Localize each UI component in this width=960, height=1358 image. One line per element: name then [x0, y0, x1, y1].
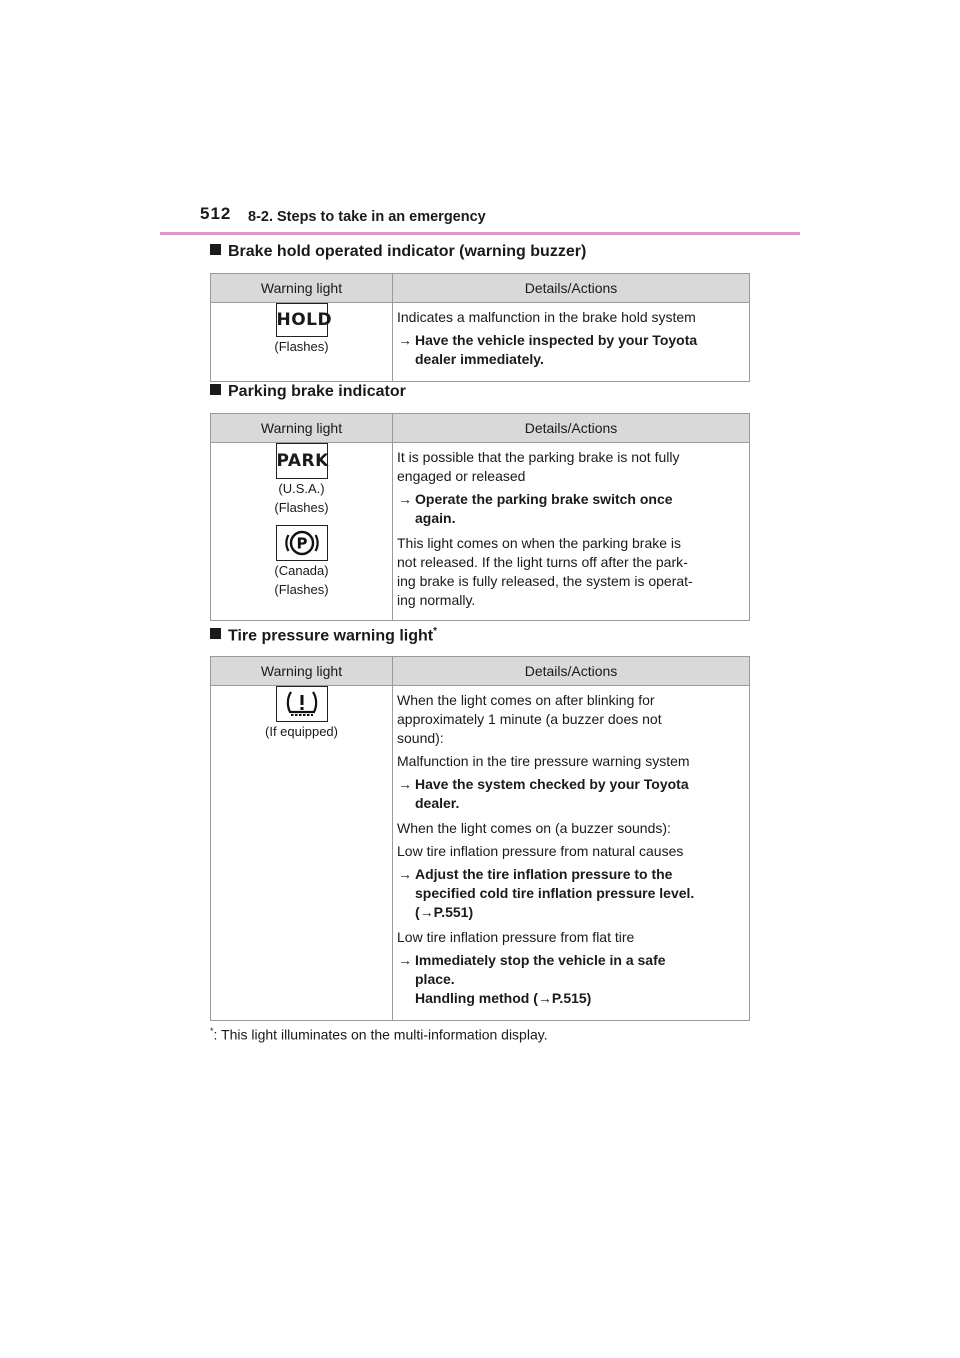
arrow-icon: → — [398, 332, 412, 348]
detail-text: It is possible that the parking brake is not fully engaged or released — [397, 449, 680, 484]
arrow-icon: → — [537, 990, 552, 1006]
tire-pressure-warning-icon — [276, 686, 328, 722]
icon-caption: (Flashes) — [274, 339, 329, 354]
details-actions-header: Details/Actions — [393, 657, 750, 686]
table-row — [211, 443, 750, 621]
page-number: 512 — [200, 204, 232, 223]
header-rule — [160, 232, 800, 235]
icon-caption: (Canada) (Flashes) — [274, 563, 329, 597]
warning-light-header: Warning light — [211, 274, 393, 303]
detail-text: When the light comes on after blinking for approximately 1 minute (a buzzer does not sound): — [397, 692, 662, 746]
warning-light-header: Warning light — [211, 657, 393, 686]
table-header-row — [211, 414, 750, 443]
details-cell — [393, 686, 750, 1021]
action-item: → Adjust the tire inflation pressure to the specified cold tire inflation pressure level. (→P.551) — [398, 866, 695, 920]
parking-brake-table — [210, 413, 750, 621]
detail-text: This light comes on when the parking brake is not released. If the light turns off after the park- ing brake is fully released, the system is operat- ing normally. — [397, 535, 693, 608]
icon-caption: (U.S.A.) (Flashes) — [274, 481, 329, 515]
section-title: 8-2. Steps to take in an emergency — [248, 209, 486, 225]
details-actions-header: Details/Actions — [393, 414, 750, 443]
table-row — [211, 303, 750, 382]
arrow-icon: → — [398, 776, 412, 792]
details-cell — [393, 303, 750, 382]
detail-text: Indicates a malfunction in the brake hold system — [397, 309, 696, 325]
square-bullet-icon — [210, 628, 221, 639]
tire-pressure-table — [210, 656, 750, 1021]
footnote: *: This light illuminates on the multi-information display. — [210, 1026, 548, 1043]
brake-hold-heading: Brake hold operated indicator (warning buzzer) — [210, 243, 586, 261]
arrow-icon: → — [398, 866, 412, 882]
action-item: → Have the vehicle inspected by your Toyota dealer immediately. — [398, 332, 698, 367]
parking-brake-heading: Parking brake indicator — [210, 383, 406, 401]
parking-brake-p-icon — [276, 525, 328, 561]
details-cell — [393, 443, 750, 621]
table-header-row — [211, 274, 750, 303]
detail-text: Malfunction in the tire pressure warning system — [397, 753, 690, 769]
square-bullet-icon — [210, 384, 221, 395]
warning-light-cell — [211, 303, 393, 382]
square-bullet-icon — [210, 244, 221, 255]
detail-text: Low tire inflation pressure from natural causes — [397, 843, 684, 859]
warning-light-header: Warning light — [211, 414, 393, 443]
arrow-icon: → — [419, 904, 434, 920]
warning-light-cell — [211, 443, 393, 621]
action-item: → Have the system checked by your Toyota dealer. — [398, 776, 689, 811]
detail-text: Low tire inflation pressure from flat tire — [397, 929, 635, 945]
tire-pressure-heading: Tire pressure warning light* — [210, 626, 437, 645]
action-item: → Immediately stop the vehicle in a safe place. Handling method (→P.515) — [398, 952, 666, 1006]
page-reference-link[interactable]: P.551) — [433, 904, 474, 920]
page-reference-link[interactable]: P.515) — [551, 990, 592, 1006]
park-indicator-icon: PARK — [276, 443, 328, 479]
warning-light-cell — [211, 686, 393, 1021]
action-item: → Operate the parking brake switch once again. — [398, 491, 673, 526]
table-header-row — [211, 657, 750, 686]
brake-hold-table — [210, 273, 750, 382]
detail-text: When the light comes on (a buzzer sounds): — [397, 820, 671, 836]
svg-text:P: P — [296, 534, 307, 553]
icon-caption: (If equipped) — [265, 724, 338, 739]
table-row — [211, 686, 750, 1021]
hold-indicator-icon: HOLD — [276, 303, 328, 337]
details-actions-header: Details/Actions — [393, 274, 750, 303]
arrow-icon: → — [398, 952, 412, 968]
arrow-icon: → — [398, 491, 412, 507]
